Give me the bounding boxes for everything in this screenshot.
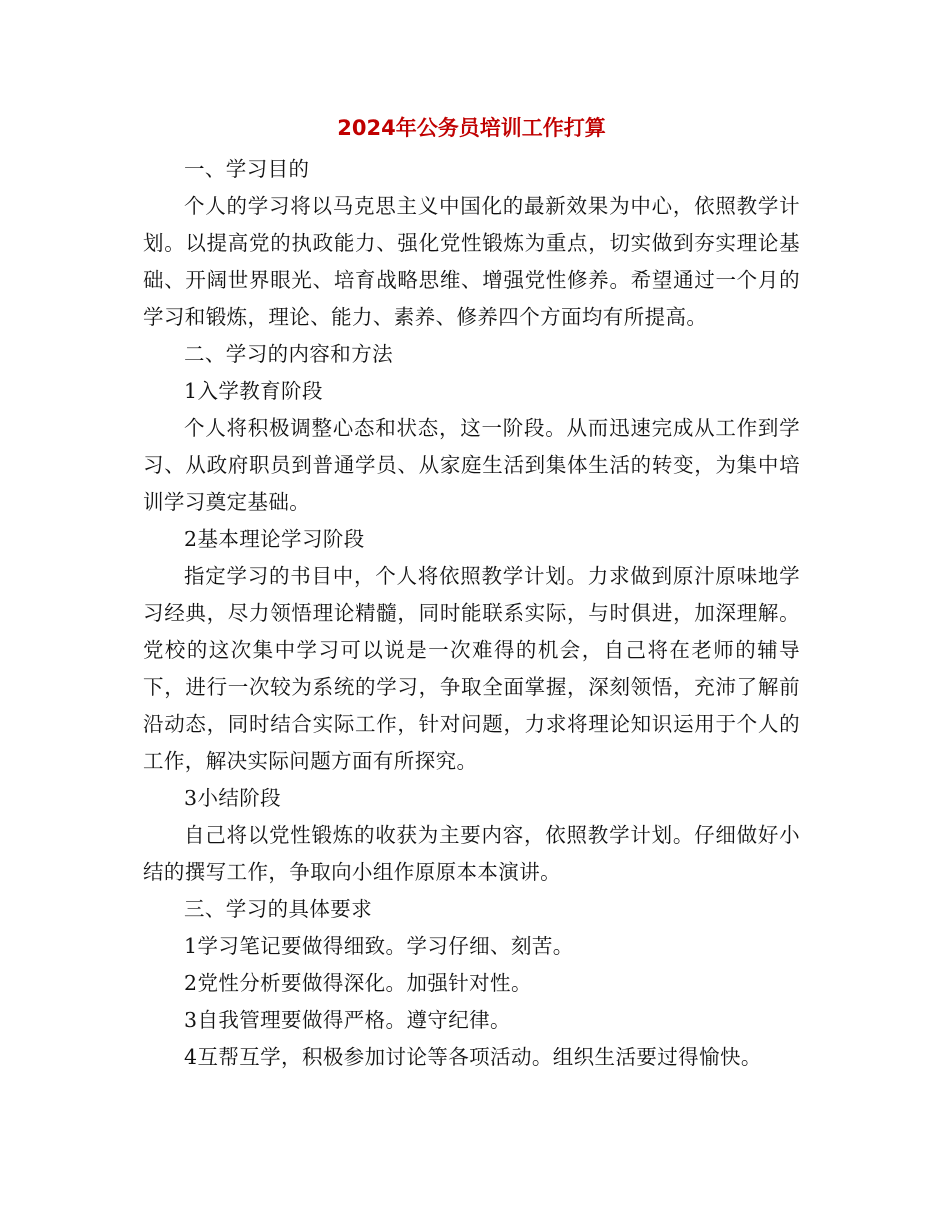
subheading-stage-1: 1入学教育阶段 [184, 379, 323, 403]
requirement-item-1: 1学习笔记要做得细致。学习仔细、刻苦。 [184, 934, 574, 958]
subheading-stage-2: 2基本理论学习阶段 [184, 527, 365, 551]
section-heading-3: 三、学习的具体要求 [184, 897, 373, 921]
requirement-item-2: 2党性分析要做得深化。加强针对性。 [184, 971, 532, 995]
requirement-item-3: 3自我管理要做得严格。遵守纪律。 [184, 1008, 511, 1032]
paragraph-goal: 个人的学习将以马克思主义中国化的最新效果为中心，依照教学计划。以提高党的执政能力、强化党性锻炼为重点，切实做到夯实理论基础、开阔世界眼光、培育战略思维、增强党性修养。希望通过一个月的学习和锻炼，理论、能力、素养、修养四个方面均有所提高。 [143, 194, 800, 329]
paragraph-stage-2: 指定学习的书目中，个人将依照教学计划。力求做到原汁原味地学习经典，尽力领悟理论精髓，同时能联系实际，与时俱进，加深理解。党校的这次集中学习可以说是一次难得的机会，自己将在老师的辅导下，进行一次较为系统的学习，争取全面掌握，深刻领悟，充沛了解前沿动态，同时结合实际工作，针对问题，力求将理论知识运用于个人的工作，解决实际问题方面有所探究。 [143, 564, 800, 773]
requirement-item-4: 4互帮互学，积极参加讨论等各项活动。组织生活要过得愉快。 [184, 1045, 762, 1069]
subheading-stage-3: 3小结阶段 [184, 786, 282, 810]
section-heading-1: 一、学习目的 [184, 157, 310, 181]
paragraph-stage-3: 自己将以党性锻炼的收获为主要内容，依照教学计划。仔细做好小结的撰写工作，争取向小组作原原本本演讲。 [143, 823, 800, 884]
section-heading-2: 二、学习的内容和方法 [184, 342, 393, 366]
document-title: 2024年公务员培训工作打算 [337, 116, 606, 140]
paragraph-stage-1: 个人将积极调整心态和状态，这一阶段。从而迅速完成从工作到学习、从政府职员到普通学员、从家庭生活到集体生活的转变，为集中培训学习奠定基础。 [143, 416, 800, 514]
